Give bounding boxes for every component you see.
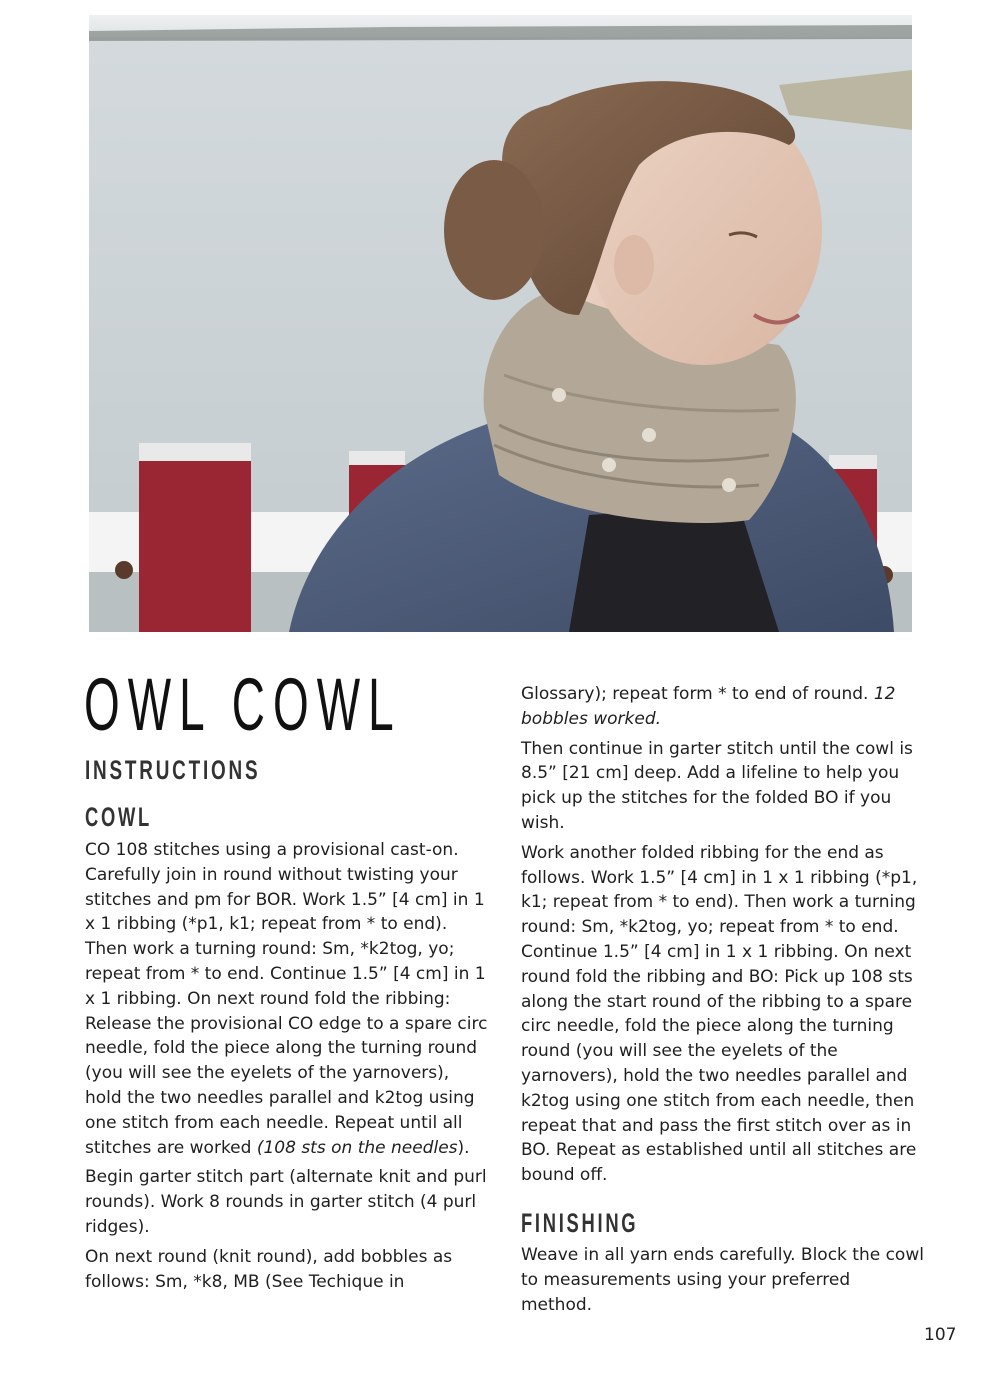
right-paragraph-3: Work another folded ribbing for the end as follows. Work 1.5” [4 cm] in 1 x 1 ribbing (*p1, k1; repeat from * to end). Then work a turning round: Sm, *k2tog, yo; repeat from * to end. Continue 1.5” [4 cm] in 1 x 1 ribbing. On next round fold the ribbing and BO: Pick up 108 sts along the start round of the ribbing to a spare circ needle, fold the piece along the turning round (you will see the eyelets of the yarnovers), hold the two needles parallel and k2tog using one stitch from each needle, then repeat that and pass the first stitch over as in BO. Repeat as established until all stitches are bound off. xyxy=(521,842,918,1186)
right-paragraph-1 xyxy=(521,682,926,732)
right-paragraph-2: Then continue in garter stitch until the cowl is 8.5” [21 cm] deep. Add a lifeline to help you pick up the stitches for the folded BO if you wish. xyxy=(521,738,913,833)
page-title: OWL COWL xyxy=(84,663,402,746)
cowl-photo xyxy=(89,15,912,632)
cowl-instructions-continued xyxy=(521,682,926,1193)
cowl-heading: COWL xyxy=(85,802,152,832)
cowl-paragraph-1 xyxy=(85,838,490,1160)
right-paragraph-1-text: Glossary); repeat form * to end of round. xyxy=(521,684,874,704)
cowl-paragraph-3: On next round (knit round), add bobbles as follows: Sm, *k8, MB (See Techique in xyxy=(85,1246,453,1292)
cowl-paragraph-2: Begin garter stitch part (alternate knit and purl rounds). Work 8 rounds in garter stitch (4 purl ridges). xyxy=(85,1167,487,1237)
finishing-instructions xyxy=(521,1243,926,1322)
finishing-heading: FINISHING xyxy=(521,1208,639,1238)
finishing-paragraph: Weave in all yarn ends carefully. Block the cowl to measurements using your preferred method. xyxy=(521,1245,924,1315)
cowl-instructions xyxy=(85,838,490,1299)
page-number: 107 xyxy=(924,1325,957,1345)
cowl-paragraph-1-end: ). xyxy=(457,1137,470,1158)
page-subtitle: INSTRUCTIONS xyxy=(85,755,261,785)
cowl-paragraph-1-italic: (108 sts on the needles xyxy=(256,1137,458,1158)
right-paragraph-1-italic: 12 bobbles worked. xyxy=(521,684,896,729)
cowl-paragraph-1-text: CO 108 stitches using a provisional cast-on. Carefully join in round without twisting your stitches and pm for BOR. Work 1.5” [4 cm] in 1 x 1 ribbing (*p1, k1; repeat from * to end). Then work a turning round: Sm, *k2tog, yo; repeat from * to end. Continue 1.5” [4 cm] in 1 x 1 ribbing. On next round fold the ribbing: Release the provisional CO edge to a spare circ needle, fold the piece along the turning round (you will see the eyelets of the yarnovers), hold the two needles parallel and k2tog using one stitch from each needle. Repeat until all stitches are worked xyxy=(85,840,488,1158)
